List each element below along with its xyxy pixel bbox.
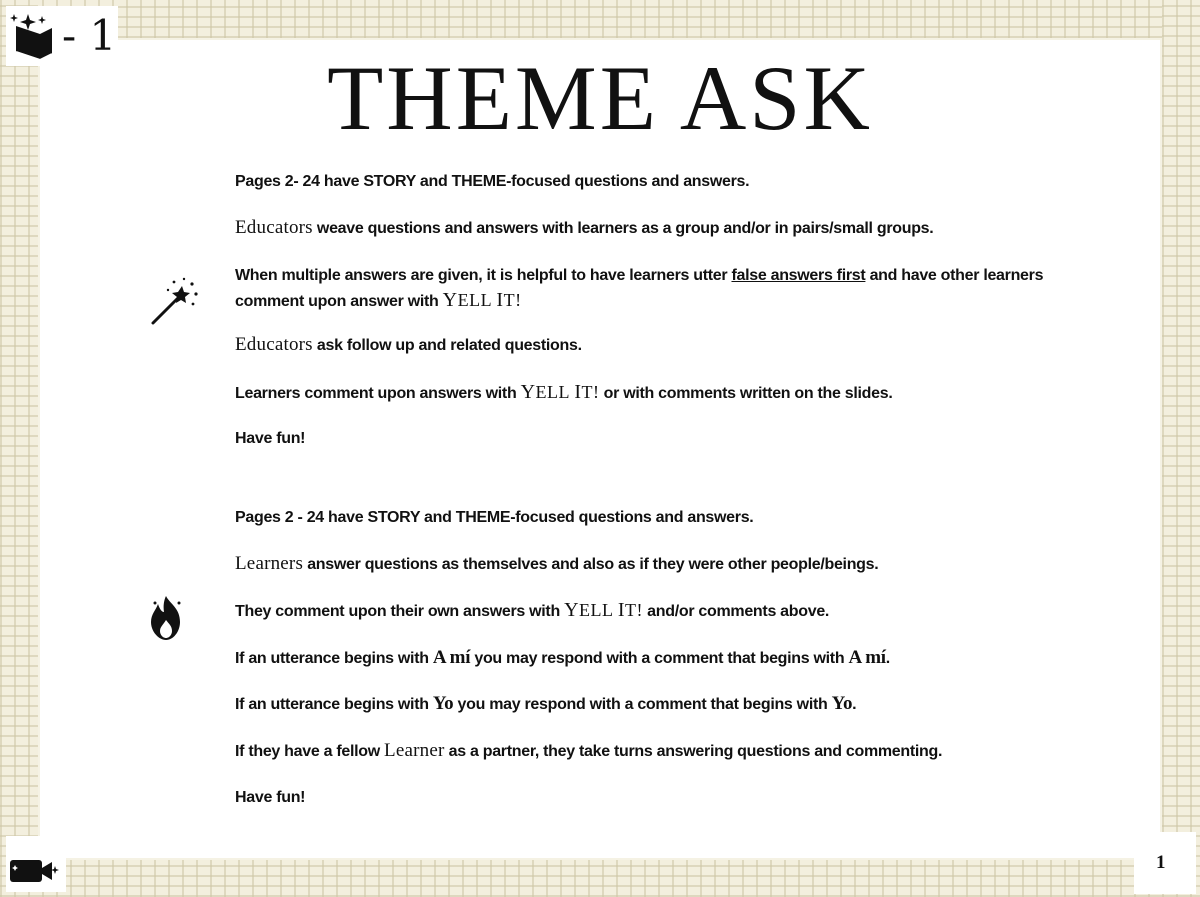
yell-it-term: YELL IT! [442, 289, 522, 311]
educators-line-multiple-answers: When multiple answers are given, it is helpful to have learners utter false answers first and have other learners [235, 267, 1044, 284]
learners-line-comment-yell-it: They comment upon their own answers with YELL IT! and/or comments above. [235, 599, 830, 621]
educators-word: Educators [235, 334, 313, 355]
yo-term: Yo [831, 693, 853, 714]
learners-line-partner: If they have a fellow Learner as a partner, they take turns answering questions and commenting. [235, 740, 943, 761]
educators-line-follow-up: Educators ask follow up and related questions. [235, 334, 582, 355]
learners-line-have-fun: Have fun! [235, 789, 306, 806]
a-mi-term: A mí [848, 647, 886, 668]
learners-line-yo: If an utterance begins with Yo you may respond with a comment that begins with Yo. [235, 693, 857, 714]
learners-line-a-mi: If an utterance begins with A mí you may respond with a comment that begins with A mí. [235, 647, 890, 668]
educators-line-comment-yell-it: comment upon answer with YELL IT! [235, 289, 522, 311]
learner-word: Learner [384, 740, 445, 761]
magic-wand-icon [148, 276, 200, 328]
educators-line-have-fun: Have fun! [235, 430, 306, 447]
learners-line-pages: Pages 2 - 24 have STORY and THEME-focused questions and answers. [235, 509, 754, 526]
yell-it-term: YELL IT! [564, 599, 644, 621]
educators-line-pages: Pages 2- 24 have STORY and THEME-focused questions and answers. [235, 173, 750, 190]
educators-line-weave: Educators weave questions and answers with learners as a group and/or in pairs/small groups. [235, 217, 934, 238]
greek-key-border-top [0, 0, 1200, 38]
a-mi-term: A mí [432, 647, 471, 668]
educators-line-learners-comment: Learners comment upon answers with YELL IT! or with comments written on the slides. [235, 381, 893, 403]
yell-it-term: YELL IT! [520, 381, 600, 403]
fire-icon [146, 594, 186, 642]
learners-line-answer: Learners answer questions as themselves and also as if they were other people/beings. [235, 553, 879, 574]
false-answers-first-emphasis: false answers first [731, 267, 866, 284]
page-label: - 1 [62, 11, 117, 60]
page-canvas [40, 40, 1160, 858]
learners-word: Learners [235, 553, 304, 574]
educators-word: Educators [235, 217, 313, 238]
page-title: THEME ASK [327, 47, 873, 149]
video-camera-icon [8, 854, 60, 888]
yo-term: Yo [432, 693, 454, 714]
greek-key-border-bottom [0, 860, 1200, 897]
page-number: 1 [1156, 852, 1166, 873]
